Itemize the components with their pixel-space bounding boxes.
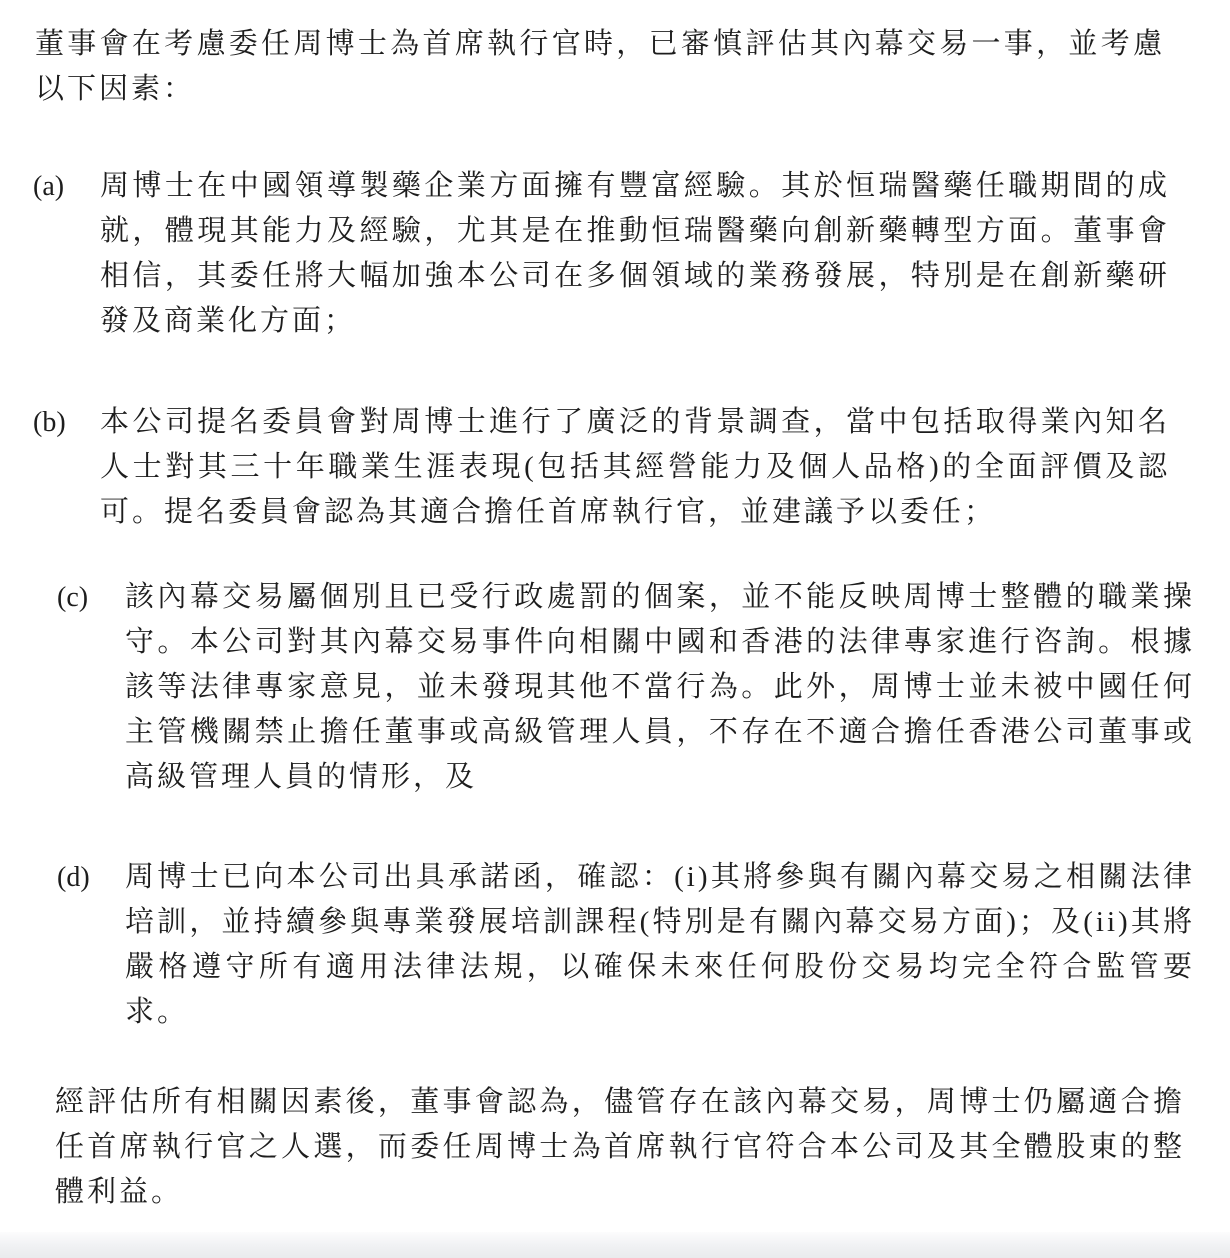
item-text-a: 周博士在中國領導製藥企業方面擁有豐富經驗。其於恒瑞醫藥任職期間的成就，體現其能力及經驗，尤其是在推動恒瑞醫藥向創新藥轉型方面。董事會相信，其委任將大幅加強本公司在多個領域的業務發展，特別是在創新藥研發及商業化方面； bbox=[100, 170, 1170, 337]
item-label-a: (a) bbox=[33, 171, 65, 202]
item-text-b: 本公司提名委員會對周博士進行了廣泛的背景調查，當中包括取得業內知名人士對其三十年職業生涯表現(包括其經營能力及個人品格)的全面評價及認可。提名委員會認為其適合擔任首席執行官，並建議予以委任； bbox=[100, 406, 1170, 528]
list-item-b bbox=[33, 400, 1230, 535]
item-text-d: 周博士已向本公司出具承諾函，確認：(i)其將參與有關內幕交易之相關法律培訓，並持續參與專業發展培訓課程(特別是有關內幕交易方面)；及(ii)其將嚴格遵守所有適用法律法規，以確保未來任何股份交易均完全符合監管要求。 bbox=[125, 861, 1195, 1028]
item-label-c: (c) bbox=[57, 582, 89, 613]
list-item-d bbox=[57, 855, 1230, 1035]
item-label-b: (b) bbox=[33, 407, 66, 438]
conclusion-paragraph: 經評估所有相關因素後，董事會認為，儘管存在該內幕交易，周博士仍屬適合擔任首席執行官之人選，而委任周博士為首席執行官符合本公司及其全體股東的整體利益。 bbox=[55, 1086, 1185, 1208]
item-label-d: (d) bbox=[57, 862, 90, 893]
document-page bbox=[0, 22, 1230, 1258]
item-text-c: 該內幕交易屬個別且已受行政處罰的個案，並不能反映周博士整體的職業操守。本公司對其內幕交易事件向相關中國和香港的法律專家進行咨詢。根據該等法律專家意見，並未發現其他不當行為。此外，周博士並未被中國任何主管機關禁止擔任董事或高級管理人員，不存在不適合擔任香港公司董事或高級管理人員的情形，及 bbox=[125, 581, 1195, 793]
list-item-a bbox=[33, 164, 1230, 344]
list-item-c bbox=[57, 575, 1230, 800]
intro-paragraph: 董事會在考慮委任周博士為首席執行官時，已審慎評估其內幕交易一事，並考慮以下因素： bbox=[35, 28, 1165, 105]
